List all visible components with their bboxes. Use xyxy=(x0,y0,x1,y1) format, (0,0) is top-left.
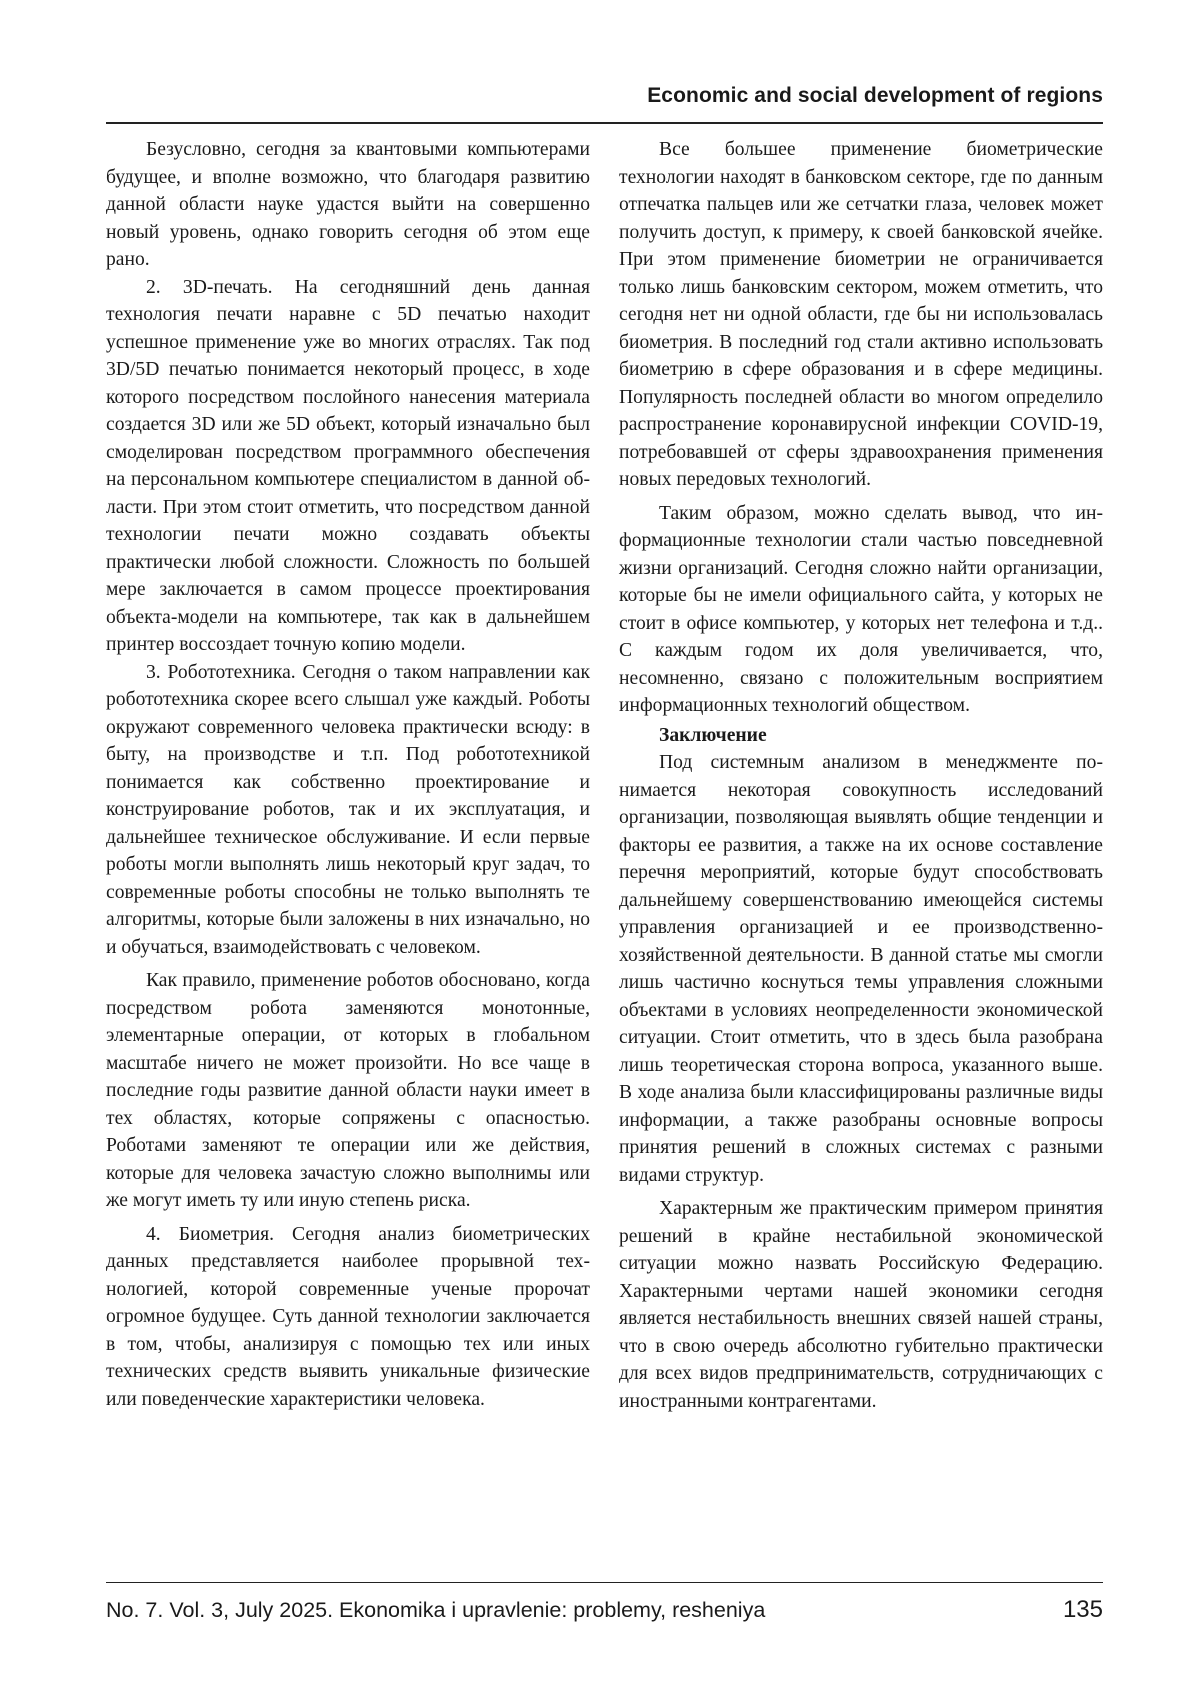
section-heading-conclusion: Заключение xyxy=(659,724,767,746)
journal-citation: No. 7. Vol. 3, July 2025. Ekonomika i upravlenie: problemy, resheniya xyxy=(106,1598,766,1622)
body-paragraph: Все большее применение биометрические технологии находят в банковском секторе, где по данным отпечатка пальцев или же сетчатки глаза, человек может получить доступ, к примеру, к своей банковской ячейке. При этом применение биометрии не ограничивается только лишь банковским сектором, можем отметить, что сегодня нет ни одной области, где бы ни использовалась биометрия. В последний год стали активно использовать биометрию в сфере образования и в сфере медицины. Популярность последней области во многом определило распространение коронавирусной инфекции COVID-19, потребовавшей от сферы здравоохранения применения новых передовых технологий. xyxy=(619,139,1103,490)
footer-divider xyxy=(106,1582,1103,1583)
header-divider xyxy=(106,122,1103,124)
running-header-title: Economic and social development of regions xyxy=(647,84,1103,107)
right-text-column xyxy=(619,136,1103,1415)
body-paragraph: 3. Робототехника. Сегодня о таком направлении как робототехника скорее всего слышал уже каждый. Роботы окружают современного человека практически всюду: в быту, на производстве и т.п. Под робототехникой понимается как собственно проектирование и конструирование роботов, так и их эксплуатация, и дальнейшее техническое обслуживание. И если первые роботы могли выполнять лишь некоторый круг задач, то современные роботы способны не только выполнять те алгоритмы, которые были заложены в них изначально, но и обучаться, взаимодействовать с человеком. xyxy=(106,661,590,958)
body-paragraph: 2. 3D-печать. На сегодняшний день данная технология печати наравне с 5D печатью находит успешное применение уже во многих отраслях. Так под 3D/5D печатью понимается некоторый процесс, в ходе которого посредством послойного нанесения материала создается 3D или же 5D объект, который изначально был смоделирован посредством программного обеспечения на персональном компьютере специалистом в данной области. При этом стоит отметить, что посредством данной технологии печати можно создавать объекты практически любой сложности. Сложность по большей мере заключается в самом процессе проектирования объекта-модели на компьютере, так как в дальнейшем принтер воссоздает точную копию модели. xyxy=(106,276,590,655)
body-paragraph: Безусловно, сегодня за квантовыми компьютерами будущее, и вполне возможно, что благодаря развитию данной области науке удастся выйти на совершенно новый уровень, однако говорить сегодня об этом еще рано. xyxy=(106,139,590,270)
body-paragraph: Характерным же практическим примером принятия решений в крайне нестабильной экономической ситуации можно назвать Российскую Федерацию. Характерными чертами нашей экономики сегодня является нестабильность внешних связей нашей страны, что в свою очередь абсолютно губительно практически для всех видов предпринимательств, сотрудничающих с иностранными контрагентами. xyxy=(619,1198,1103,1412)
body-paragraph: Таким образом, можно сделать вывод, что информационные технологии стали частью повседневной жизни организаций. Сегодня сложно найти организации, которые бы не имели официального сайта, у которых не стоит в офисе компьютер, у которых нет телефона и т.д.. С каждым годом их доля увеличивается, что, несомненно, связано с положительным восприятием информационных технологий обществом. xyxy=(619,502,1103,716)
body-paragraph: Как правило, применение роботов обосновано, когда посредством робота заменяются монотонные, элементарные операции, от которых в глобальном масштабе ничего не может произойти. Но все чаще в последние годы развитие данной области науки имеет в тех областях, которые сопряжены с опасностью. Роботами заменяют те операции или же действия, которые для человека зачастую сложно выполнимы или же могут иметь ту или иную степень риска. xyxy=(106,970,590,1211)
body-paragraph: Под системным анализом в менеджменте понимается некоторая совокупность исследований организации, позволяющая выявлять общие тенденции и факторы ее развития, а также на их основе составление перечня мероприятий, которые будут способствовать дальнейшему совершенствованию имеющейся системы управления организацией и ее производственно-хозяйственной деятельности. В данной статье мы смогли лишь частично коснуться темы управления сложными объектами в условиях неопределенности экономической ситуации. Стоит отметить, что в здесь была разобрана лишь теоретическая сторона вопроса, указанного выше. В ходе анализа были классифицированы различные виды информации, а также разобраны основные вопросы принятия решений в сложных системах с разными видами структур. xyxy=(619,752,1103,1186)
left-text-column xyxy=(106,136,590,1413)
body-paragraph: 4. Биометрия. Сегодня анализ биометрических данных представляется наиболее прорывной технологией, которой современные ученые пророчат огромное будущее. Суть данной технологии заключается в том, чтобы, анализируя с помощью тех или иных технических средств выявить уникальные физические или поведенческие характеристики человека. xyxy=(106,1223,590,1410)
page-number: 135 xyxy=(1062,1596,1103,1623)
